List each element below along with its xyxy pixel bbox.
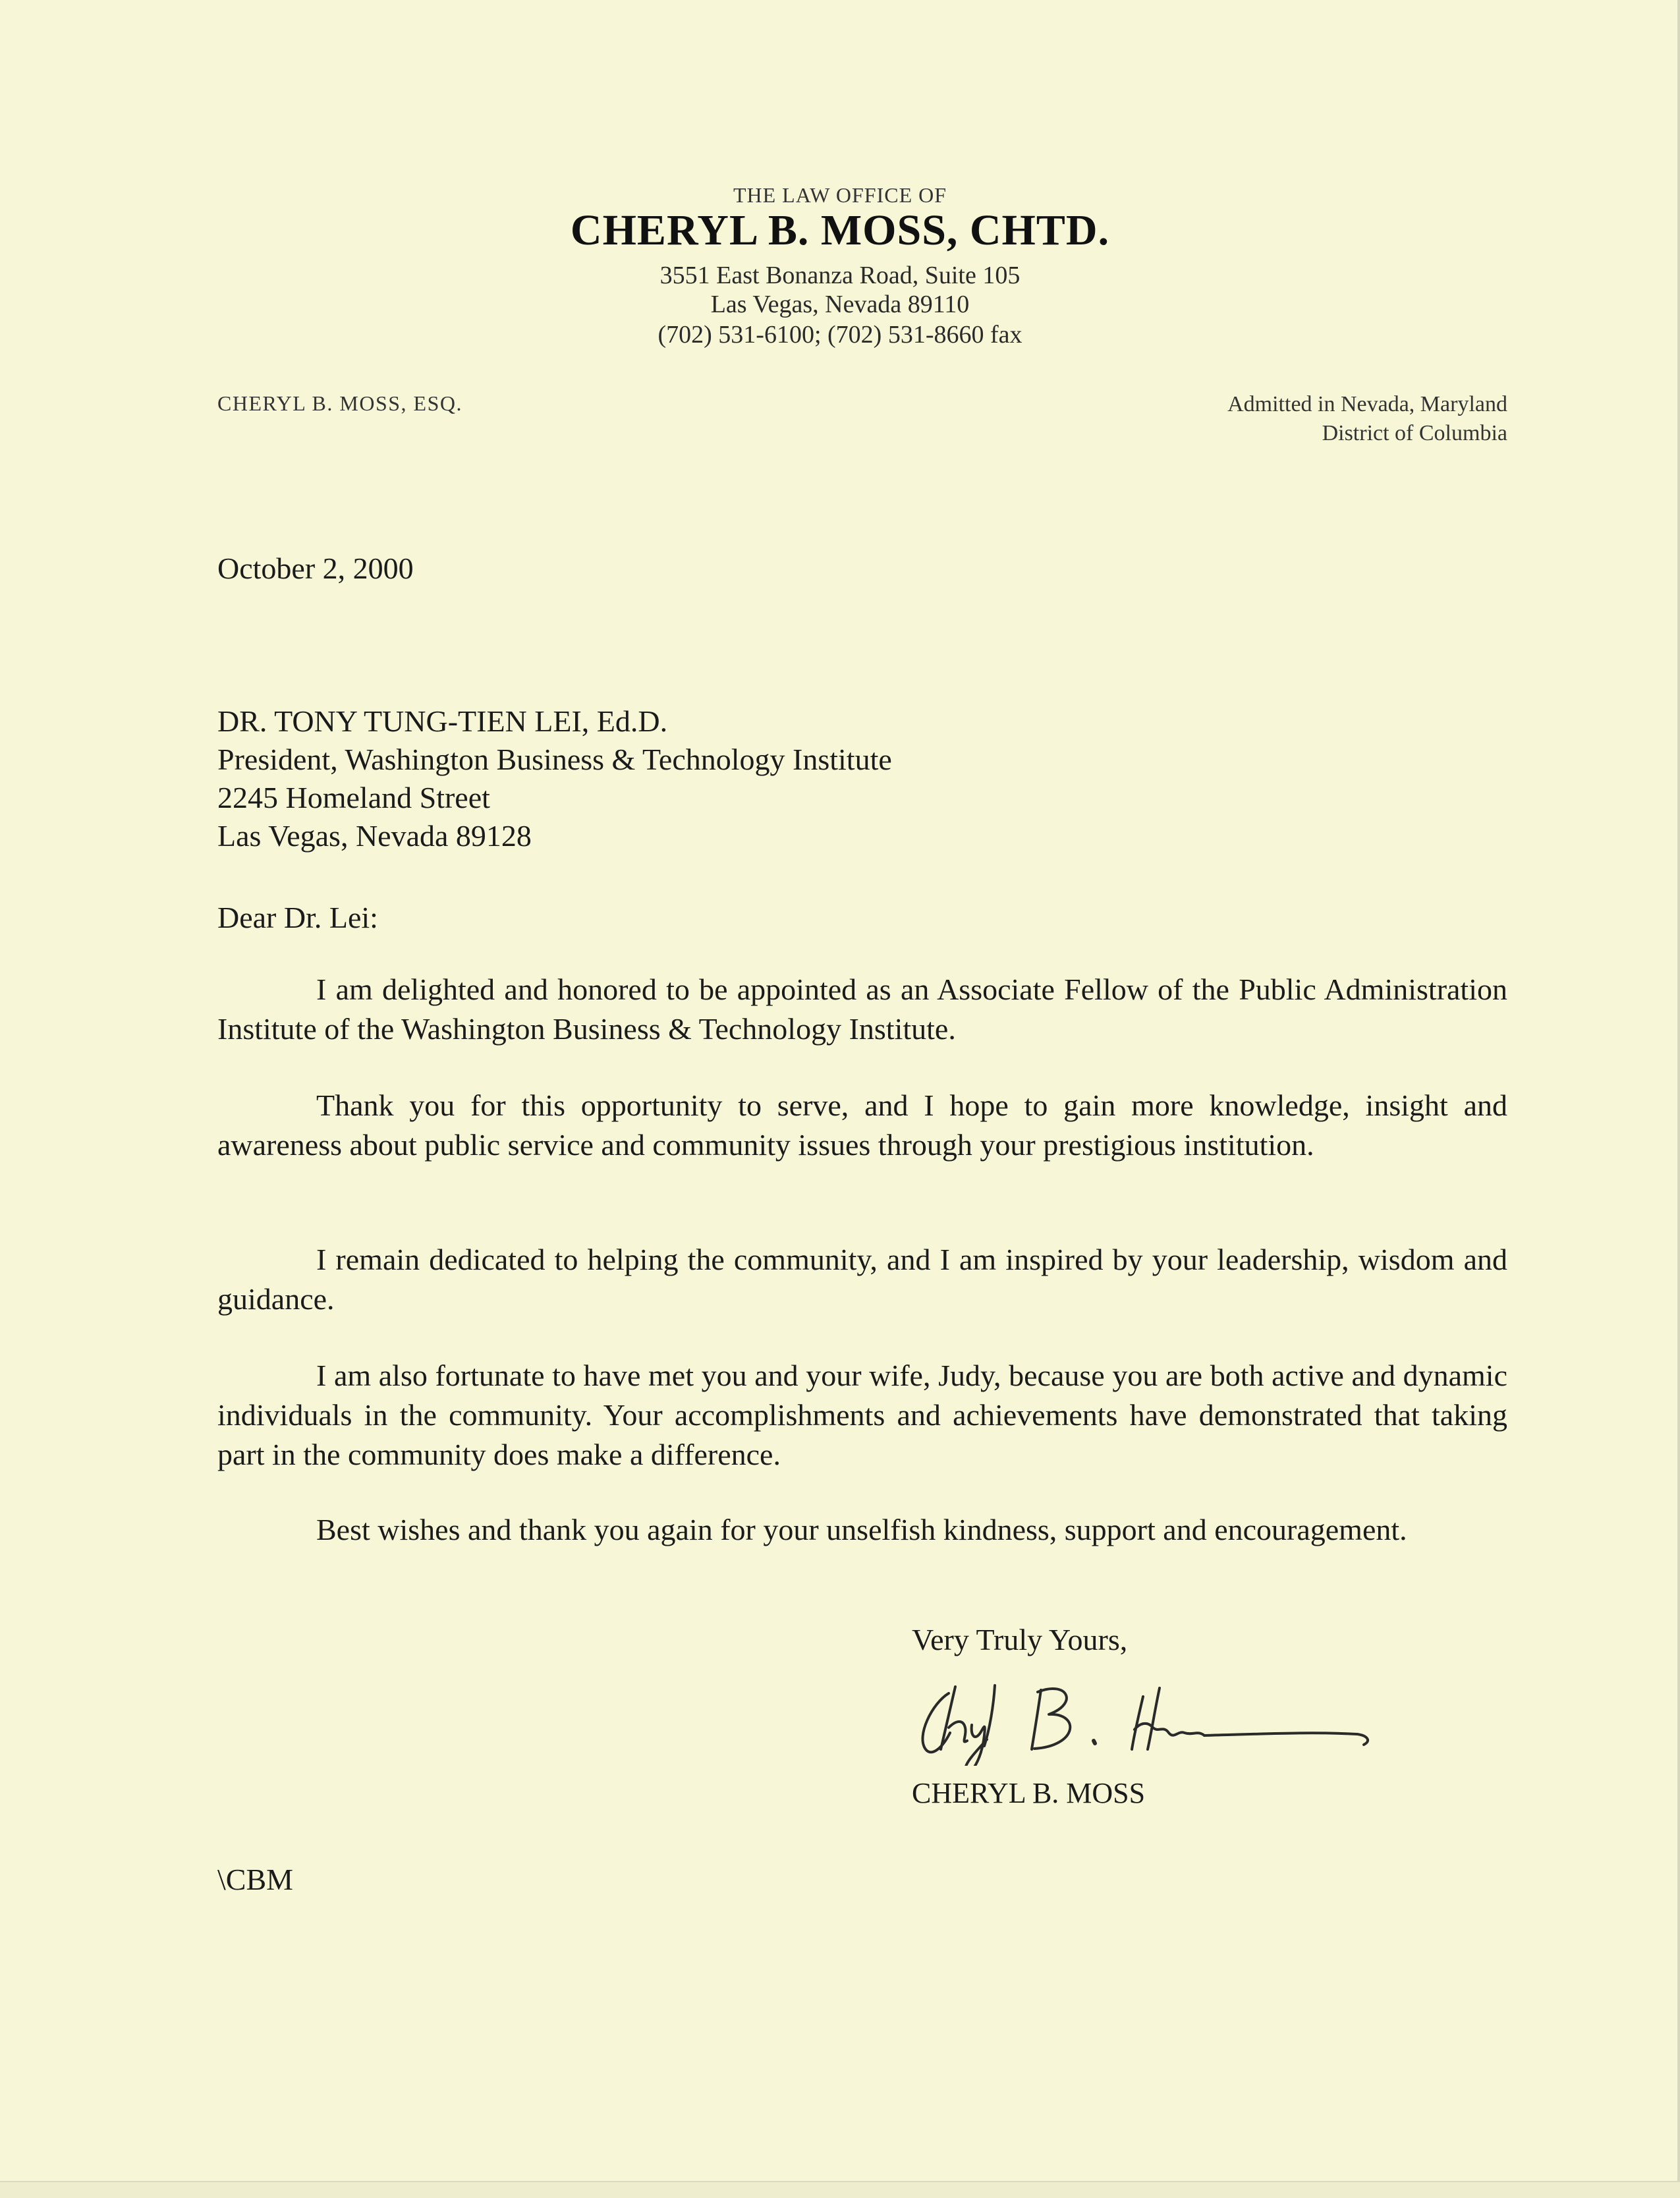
paragraph-text: I am delighted and honored to be appointed as an Associate Fellow of the Public Administration Institute of the Washington Business & Technology Institute.: [217, 972, 1507, 1046]
signature-image: [903, 1667, 1377, 1766]
salutation: Dear Dr. Lei:: [217, 901, 378, 934]
page-edge-right: [1677, 0, 1680, 2198]
recipient-address: [217, 702, 892, 855]
paragraph-text: I am also fortunate to have met you and your wife, Judy, because you are both active and dynamic individuals in the community. Your accomplishments and achievements have demonstrated that taking part in the community does make a difference.: [217, 1359, 1507, 1471]
body-paragraph: [217, 1510, 1507, 1550]
paragraph-text: Thank you for this opportunity to serve, and I hope to gain more knowledge, insight and awareness about public service and community issues through your prestigious institution.: [217, 1088, 1507, 1162]
admitted-jurisdictions: [1227, 390, 1507, 448]
signer-name: CHERYL B. MOSS: [912, 1777, 1146, 1809]
body-paragraph: [217, 1086, 1507, 1165]
letterhead-address-line2: Las Vegas, Nevada 89110: [710, 291, 970, 318]
body-paragraph: [217, 1356, 1507, 1475]
letterhead-firm-name: CHERYL B. MOSS, CHTD.: [570, 206, 1110, 254]
recipient-street: 2245 Homeland Street: [217, 781, 490, 814]
paragraph-text: Best wishes and thank you again for your unselfish kindness, support and encouragement.: [316, 1513, 1407, 1546]
recipient-title: President, Washington Business & Technology Institute: [217, 743, 892, 776]
letterhead-phone-fax: (702) 531-6100; (702) 531-8660 fax: [658, 321, 1022, 349]
admitted-line1: Admitted in Nevada, Maryland: [1227, 392, 1507, 416]
recipient-city: Las Vegas, Nevada 89128: [217, 819, 532, 853]
typist-initials: \CBM: [217, 1863, 294, 1896]
paragraph-text: I remain dedicated to helping the community, and I am inspired by your leadership, wisdom and guidance.: [217, 1243, 1507, 1316]
body-paragraph: [217, 970, 1507, 1049]
page-edge-bottom: [0, 2181, 1680, 2198]
body-paragraph: [217, 1240, 1507, 1319]
admitted-line2: District of Columbia: [1322, 421, 1507, 445]
letterhead-office-prefix: THE LAW OFFICE OF: [733, 183, 947, 207]
letter-date: October 2, 2000: [217, 551, 414, 585]
attorney-name: CHERYL B. MOSS, ESQ.: [217, 391, 462, 415]
closing: Very Truly Yours,: [912, 1623, 1128, 1656]
recipient-name: DR. TONY TUNG-TIEN LEI, Ed.D.: [217, 704, 668, 738]
letterhead-address-line1: 3551 East Bonanza Road, Suite 105: [659, 262, 1021, 289]
